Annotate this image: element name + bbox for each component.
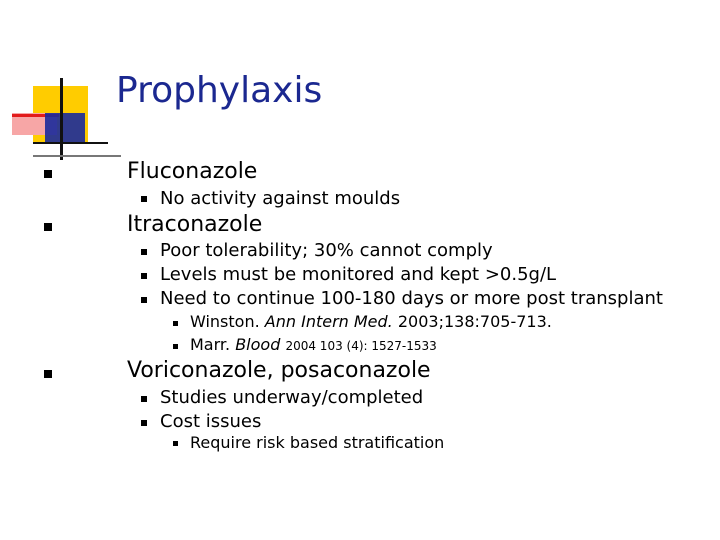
- bullet-icon: [141, 420, 147, 426]
- sub-item: Cost issues: [160, 411, 262, 432]
- decorative-logo: [0, 0, 120, 170]
- bullet-icon: [141, 297, 147, 303]
- bullet-icon: [173, 344, 178, 349]
- sub-item: No activity against moulds: [160, 188, 401, 209]
- sub-item: Need to continue 100-180 days or more post transplant: [160, 288, 663, 309]
- bullet-icon: [141, 196, 147, 202]
- item-fluconazole: Fluconazole: [127, 159, 258, 184]
- sub-item: Levels must be monitored and kept >0.5g/L: [160, 264, 557, 285]
- item-itraconazole: Itraconazole: [127, 212, 263, 237]
- bullet-icon: [44, 370, 52, 378]
- bullet-icon: [141, 273, 147, 279]
- bullet-icon: [173, 441, 178, 446]
- bullet-icon: [44, 170, 52, 178]
- item-voriconazole: Voriconazole, posaconazole: [127, 358, 431, 383]
- bullet-icon: [141, 396, 147, 402]
- reference-marr: Marr. Blood 2004 103 (4): 1527-1533: [190, 335, 437, 354]
- slide-title: Prophylaxis: [116, 70, 323, 111]
- sub-item: Poor tolerability; 30% cannot comply: [160, 240, 493, 261]
- sub-item: Studies underway/completed: [160, 387, 424, 408]
- bullet-icon: [44, 223, 52, 231]
- bullet-icon: [173, 321, 178, 326]
- sub-sub-item: Require risk based stratification: [190, 433, 445, 452]
- bullet-icon: [141, 249, 147, 255]
- reference-winston: Winston. Ann Intern Med. 2003;138:705-713.: [190, 312, 552, 331]
